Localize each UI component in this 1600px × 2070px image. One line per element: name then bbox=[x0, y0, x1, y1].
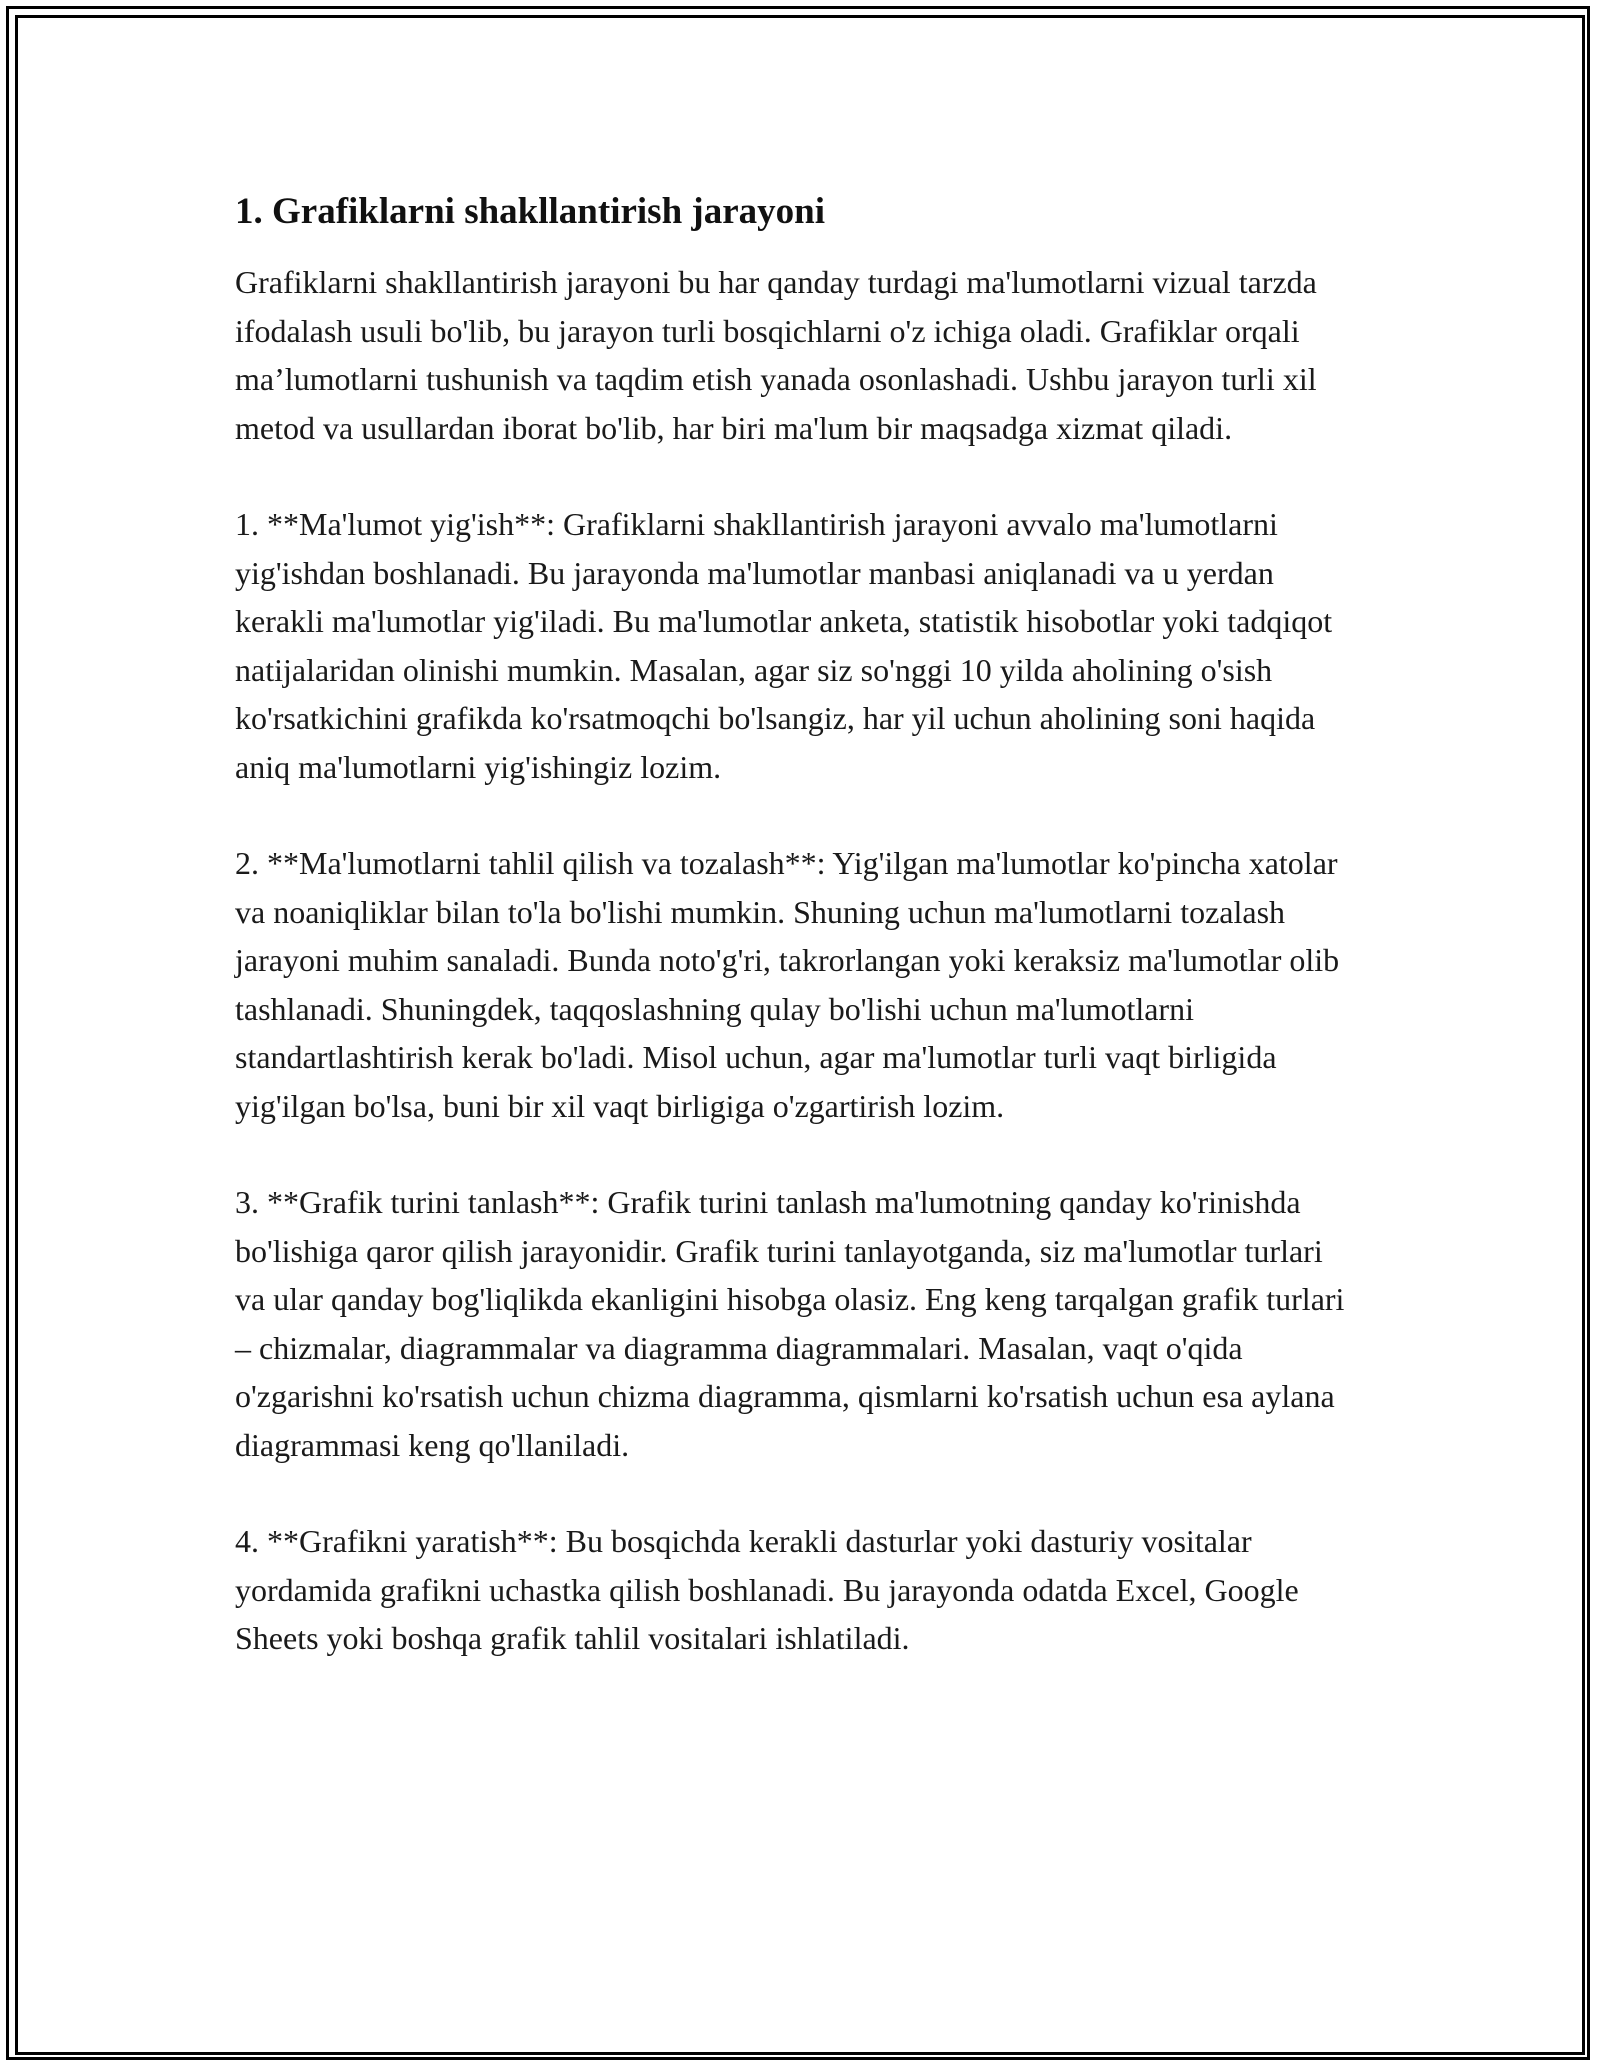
paragraph-data-cleaning: 2. **Ma'lumotlarni tahlil qilish va tozalash**: Yig'ilgan ma'lumotlar ko'pincha xatolar va noaniqliklar bilan to'la bo'lishi mumkin. Shuning uchun ma'lumotlarni tozalash jarayoni muhim sanaladi. Bunda noto'g'ri, takrorlangan yoki keraksiz ma'lumotlar olib tashlanadi. Shuningdek, taqqoslashning qulay bo'lishi uchun ma'lumotlarni standartlashtirish kerak bo'ladi. Misol uchun, agar ma'lumotlar turli vaqt birligida yig'ilgan bo'lsa, buni bir xil vaqt birligiga o'zgartirish lozim. bbox=[235, 845, 1340, 1124]
paragraph-chart-type: 3. **Grafik turini tanlash**: Grafik turini tanlash ma'lumotning qanday ko'rinishda bo'lishiga qaror qilish jarayonidir. Grafik turini tanlayotganda, siz ma'lumotlar turlari va ular qanday bog'liqlikda ekanligini hisobga olasiz. Eng keng tarqalgan grafik turlari – chizmalar, diagrammalar va diagramma diagrammalari. Masalan, vaqt o'qida o'zgarishni ko'rsatish uchun chizma diagramma, qismlarni ko'rsatish uchun esa aylana diagrammasi keng qo'llaniladi. bbox=[235, 1184, 1345, 1463]
paragraph-data-collection: 1. **Ma'lumot yig'ish**: Grafiklarni shakllantirish jarayoni avvalo ma'lumotlarni yig'ishdan boshlanadi. Bu jarayonda ma'lumotlar manbasi aniqlanadi va u yerdan kerakli ma'lumotlar yig'iladi. Bu ma'lumotlar anketa, statistik hisobotlar yoki tadqiqot natijalaridan olinishi mumkin. Masalan, agar siz so'nggi 10 yilda aholining o'sish ko'rsatkichini grafikda ko'rsatmoqchi bo'lsangiz, har yil uchun aholining soni haqida aniq ma'lumotlarni yig'ishingiz lozim. bbox=[235, 506, 1333, 785]
intro-paragraph: Grafiklarni shakllantirish jarayoni bu har qanday turdagi ma'lumotlarni vizual tarzda ifodalash usuli bo'lib, bu jarayon turli bosqichlarni o'z ichiga oladi. Grafiklar orqali ma’lumotlarni tushunish va taqdim etish yanada osonlashadi. Ushbu jarayon turli xil metod va usullardan iborat bo'lib, har biri ma'lum bir maqsadga xizmat qiladi. bbox=[235, 264, 1317, 446]
paragraph-chart-creation: 4. **Grafikni yaratish**: Bu bosqichda kerakli dasturlar yoki dasturiy vositalar yordamida grafikni uchastka qilish boshlanadi. Bu jarayonda odatda Excel, Google Sheets yoki boshqa grafik tahlil vositalari ishlatiladi. bbox=[235, 1523, 1299, 1656]
document-body bbox=[235, 188, 1360, 1711]
section-title: 1. Grafiklarni shakllantirish jarayoni bbox=[235, 191, 826, 232]
